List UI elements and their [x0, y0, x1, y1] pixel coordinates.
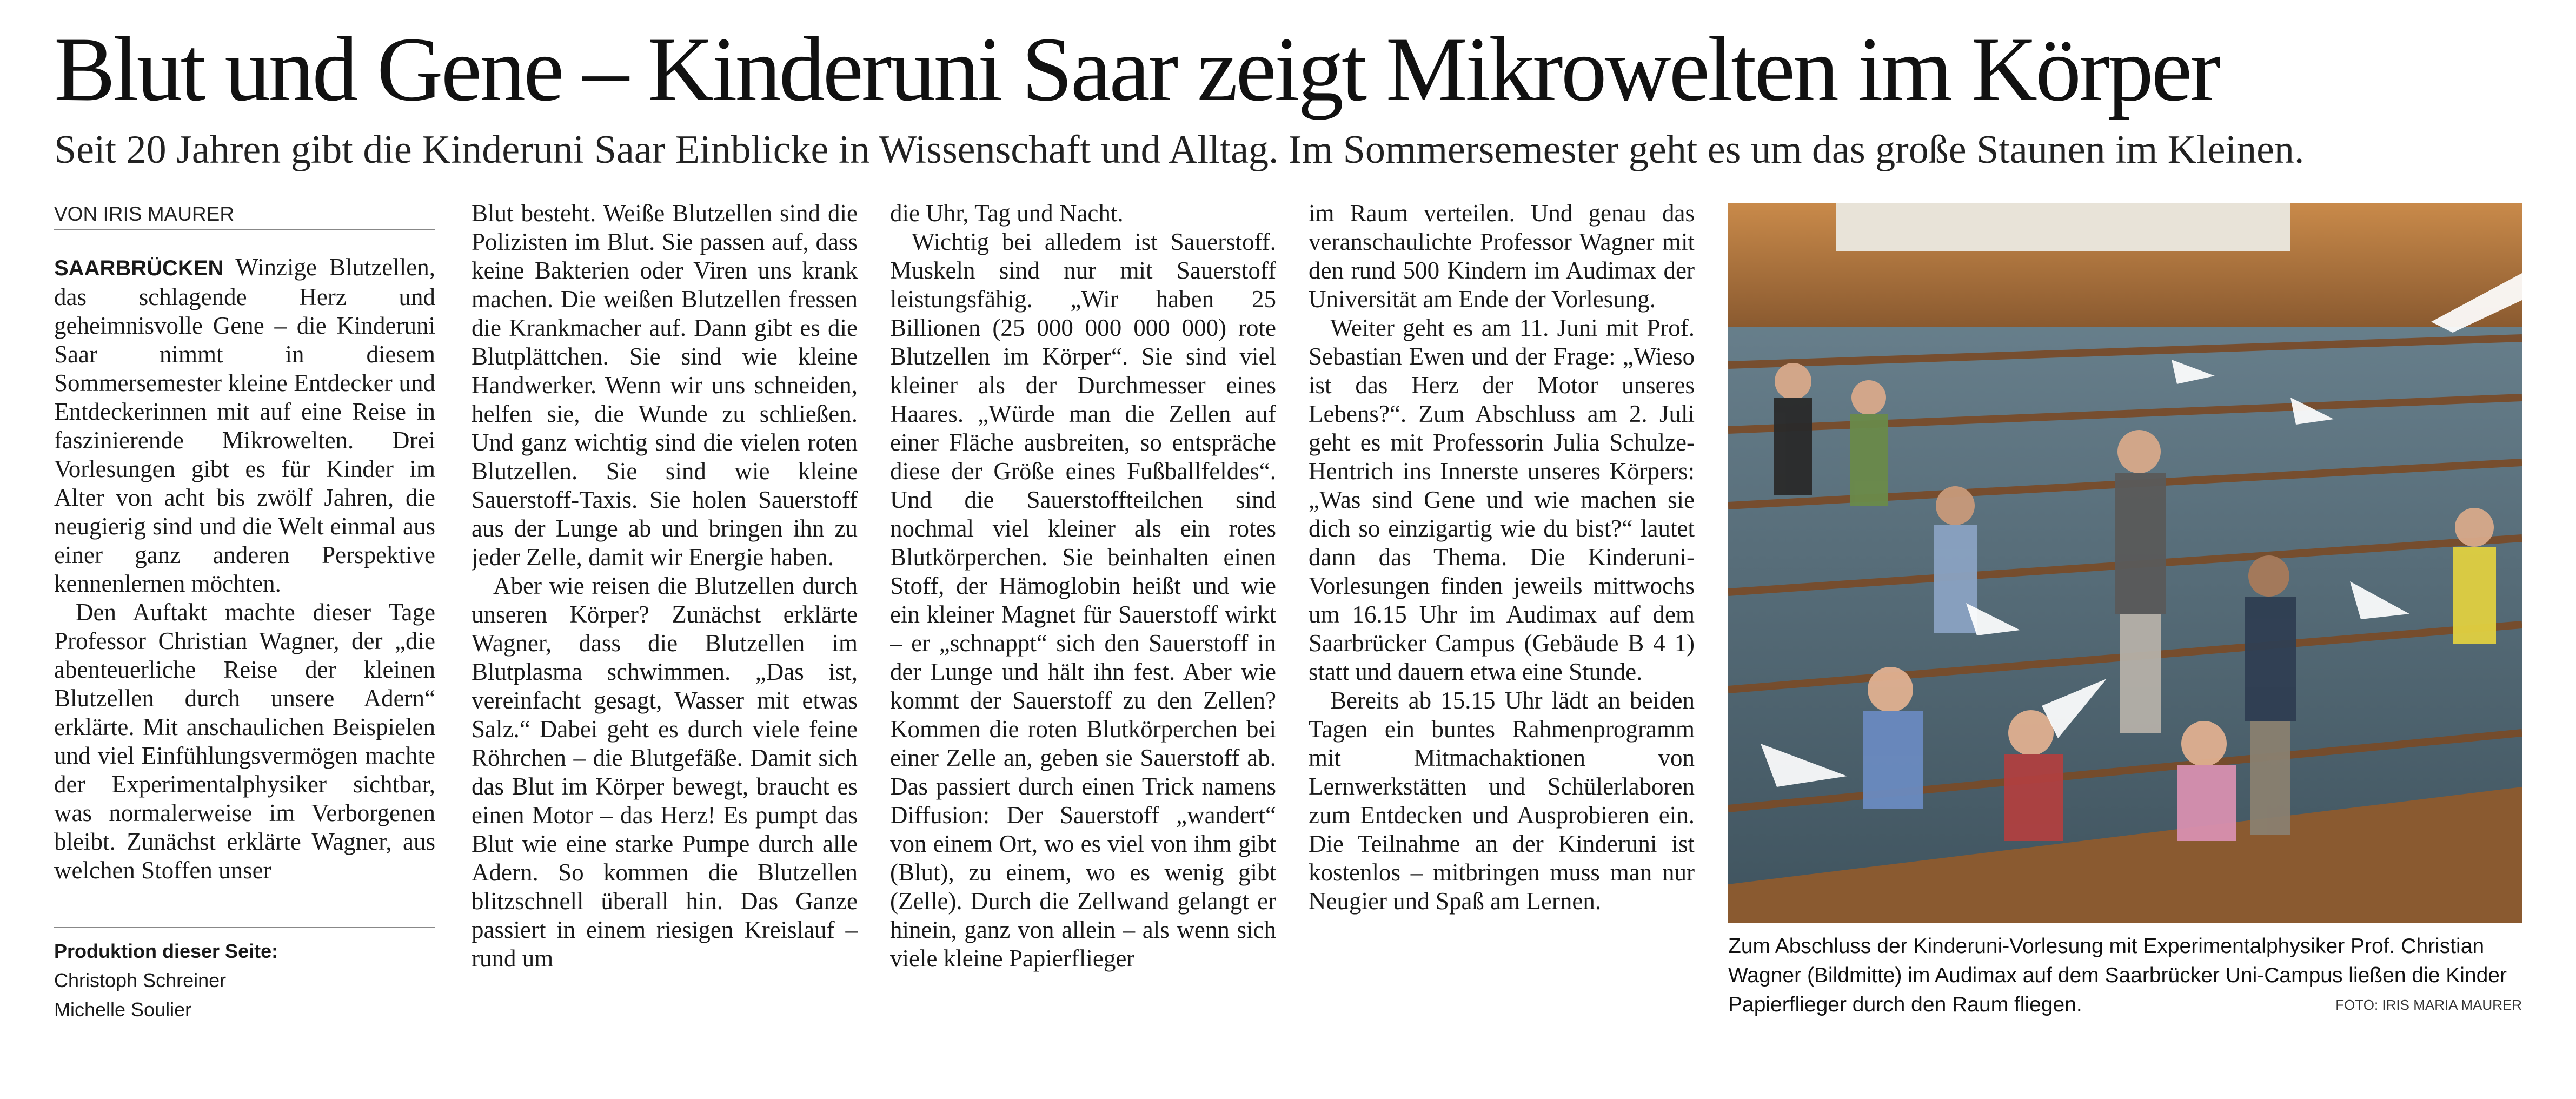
paragraph: im Raum verteilen. Und genau das veranschaulichte Professor Wagner mit den rund 500 Kindern im Audimax der Universität am Ende der Vorlesung.: [1309, 200, 1695, 313]
article-column-3: [890, 199, 1276, 1043]
paragraph: Wichtig bei alledem ist Sauerstoff. Muskeln sind nur mit Sauerstoff leistungsfähig. „Wir haben 25 Billionen (25 000 000 000 000) rote Blutzellen im Körper“. Sie sind viel kleiner als der Durchmesser eines Haares. „Würde man die Zellen auf einer Fläche ausbreiten, so entspräche diese der Größe eines Fußballfeldes“. Und die Sauerstoffteilchen sind nochmal viel kleiner als ein rotes Blutkörperchen. Sie beinhalten einen Stoff, der Hämoglobin heißt und wie ein kleiner Magnet für Sauerstoff wirkt – er „schnappt“ sich den Sauerstoff in der Lunge und hält ihn fest. Aber wie kommt der Sauerstoff zu den Zellen? Kommen die roten Blutkörperchen bei einer Zelle an, geben sie Sauerstoff ab. Das passiert durch einen Trick namens Diffusion: Der Sauerstoff „wandert“ von einem Ort, wo es viel von ihm gibt (Blut), zu einem, wo es wenig gibt (Zelle). Durch die Zellwand gelangt er hinein, ganz von allein – als wenn sich viele kleine Papierflieger: [890, 228, 1276, 972]
paragraph: Blut besteht. Weiße Blutzellen sind die Polizisten im Blut. Sie passen auf, dass keine Bakterien oder Viren uns krank machen. Die weißen Blutzellen fressen die Krankmacher auf. Dann gibt es die Blutplättchen. Sie sind wie kleine Handwerker. Wenn wir uns schneiden, helfen sie, die Wunde zu schließen. Und ganz wichtig sind die vielen roten Blutzellen. Sie sind wie kleine Sauerstoff-Taxis. Sie holen Sauerstoff aus der Lunge ab und bringen ihn zu jeder Zelle, damit wir Energie haben.: [472, 200, 858, 571]
dateline: SAARBRÜCKEN: [54, 256, 224, 280]
paragraph: Weiter geht es am 11. Juni mit Prof. Sebastian Ewen und der Frage: „Wieso ist das Herz der Motor unseres Lebens?“. Zum Abschluss am 2. Juli geht es mit Professorin Julia Schulze-Hentrich ins Innerste unseres Körpers: „Was sind Gene und wie machen sie dich so einzigartig wie du bist?“ lautet dann das Thema. Die Kinderuni-Vorlesungen finden jeweils mittwochs um 16.15 Uhr im Audimax auf dem Saarbrücker Campus (Gebäude B 4 1) statt und dauern etwa eine Stunde.: [1309, 314, 1695, 685]
production-credits: [54, 927, 435, 1024]
photo-caption: Zum Abschluss der Kinderuni-Vorlesung mit Experimentalphysiker Prof. Christian Wagner (Bildmitte) im Audimax auf dem Saarbrücker Uni-Campus ließen die Kinder Papierflieger durch den Raum fliegen.: [1728, 935, 2507, 1016]
paragraph: die Uhr, Tag und Nacht.: [890, 200, 1124, 227]
production-name: Michelle Soulier: [54, 998, 192, 1021]
article-column-1: [54, 253, 435, 913]
paragraph-text: Winzige Blutzellen, das schlagende Herz und geheimnisvolle Gene – die Kinderuni Saar nimmt in diesem Sommersemester kleine Entdecker und Entdeckerinnen mit auf eine Reise in faszinierende Mikrowelten. Drei Vorlesungen gibt es für Kinder im Alter von acht bis zwölf Jahren, die neugierig sind und die Welt einmal aus einer ganz anderen Perspektive kennenlernen möchten.: [54, 254, 435, 597]
photo-credit: FOTO: IRIS MARIA MAURER: [2335, 997, 2522, 1013]
article-column-2: [472, 199, 858, 1043]
production-title: Produktion dieser Seite:: [54, 940, 278, 962]
production-name: Christoph Schreiner: [54, 969, 227, 991]
paragraph: Bereits ab 15.15 Uhr lädt an beiden Tagen ein buntes Rahmenprogramm mit Mitmachaktionen von Lernwerkstätten und Schülerlaboren zum Entdecken und Ausprobieren ein. Die Teilnahme an der Kinderuni ist kostenlos – mitbringen muss man nur Neugier und Spaß am Lernen.: [1309, 687, 1695, 915]
byline: VON IRIS MAURER: [54, 201, 435, 230]
paragraph: [54, 253, 435, 598]
article-column-4: [1309, 199, 1695, 1043]
subheadline: Seit 20 Jahren gibt die Kinderuni Saar Einblicke in Wissenschaft und Alltag. Im Sommersemester geht es um das große Staunen im Kleinen.: [54, 128, 2305, 172]
photo-illustration: [1728, 203, 2522, 923]
paragraph: Den Auftakt machte dieser Tage Professor Christian Wagner, der „die abenteuerliche Reise der kleinen Blutzellen durch unsere Adern“ erklärte. Mit anschaulichen Beispielen und viel Einfühlungsvermögen machte der Experimentalphysiker sichtbar, was normalerweise im Verborgenen bleibt. Zunächst erklärte Wagner, aus welchen Stoffen unser: [54, 599, 435, 884]
headline: Blut und Gene – Kinderuni Saar zeigt Mikrowelten im Körper: [54, 18, 2219, 120]
paragraph: Aber wie reisen die Blutzellen durch unseren Körper? Zunächst erklärte Wagner, dass die Blutzellen im Blutplasma schwimmen. „Das ist, vereinfacht gesagt, Wasser mit etwas Salz.“ Dabei geht es durch viele feine Röhrchen – die Blutgefäße. Damit sich das Blut im Körper bewegt, braucht es einen Motor – das Herz! Es pumpt das Blut wie eine starke Pumpe durch alle Adern. So kommen die Blutzellen blitzschnell überall hin. Das Ganze passiert in einem riesigen Kreislauf – rund um: [472, 572, 858, 972]
lecture-hall-photo: [1728, 203, 2522, 923]
